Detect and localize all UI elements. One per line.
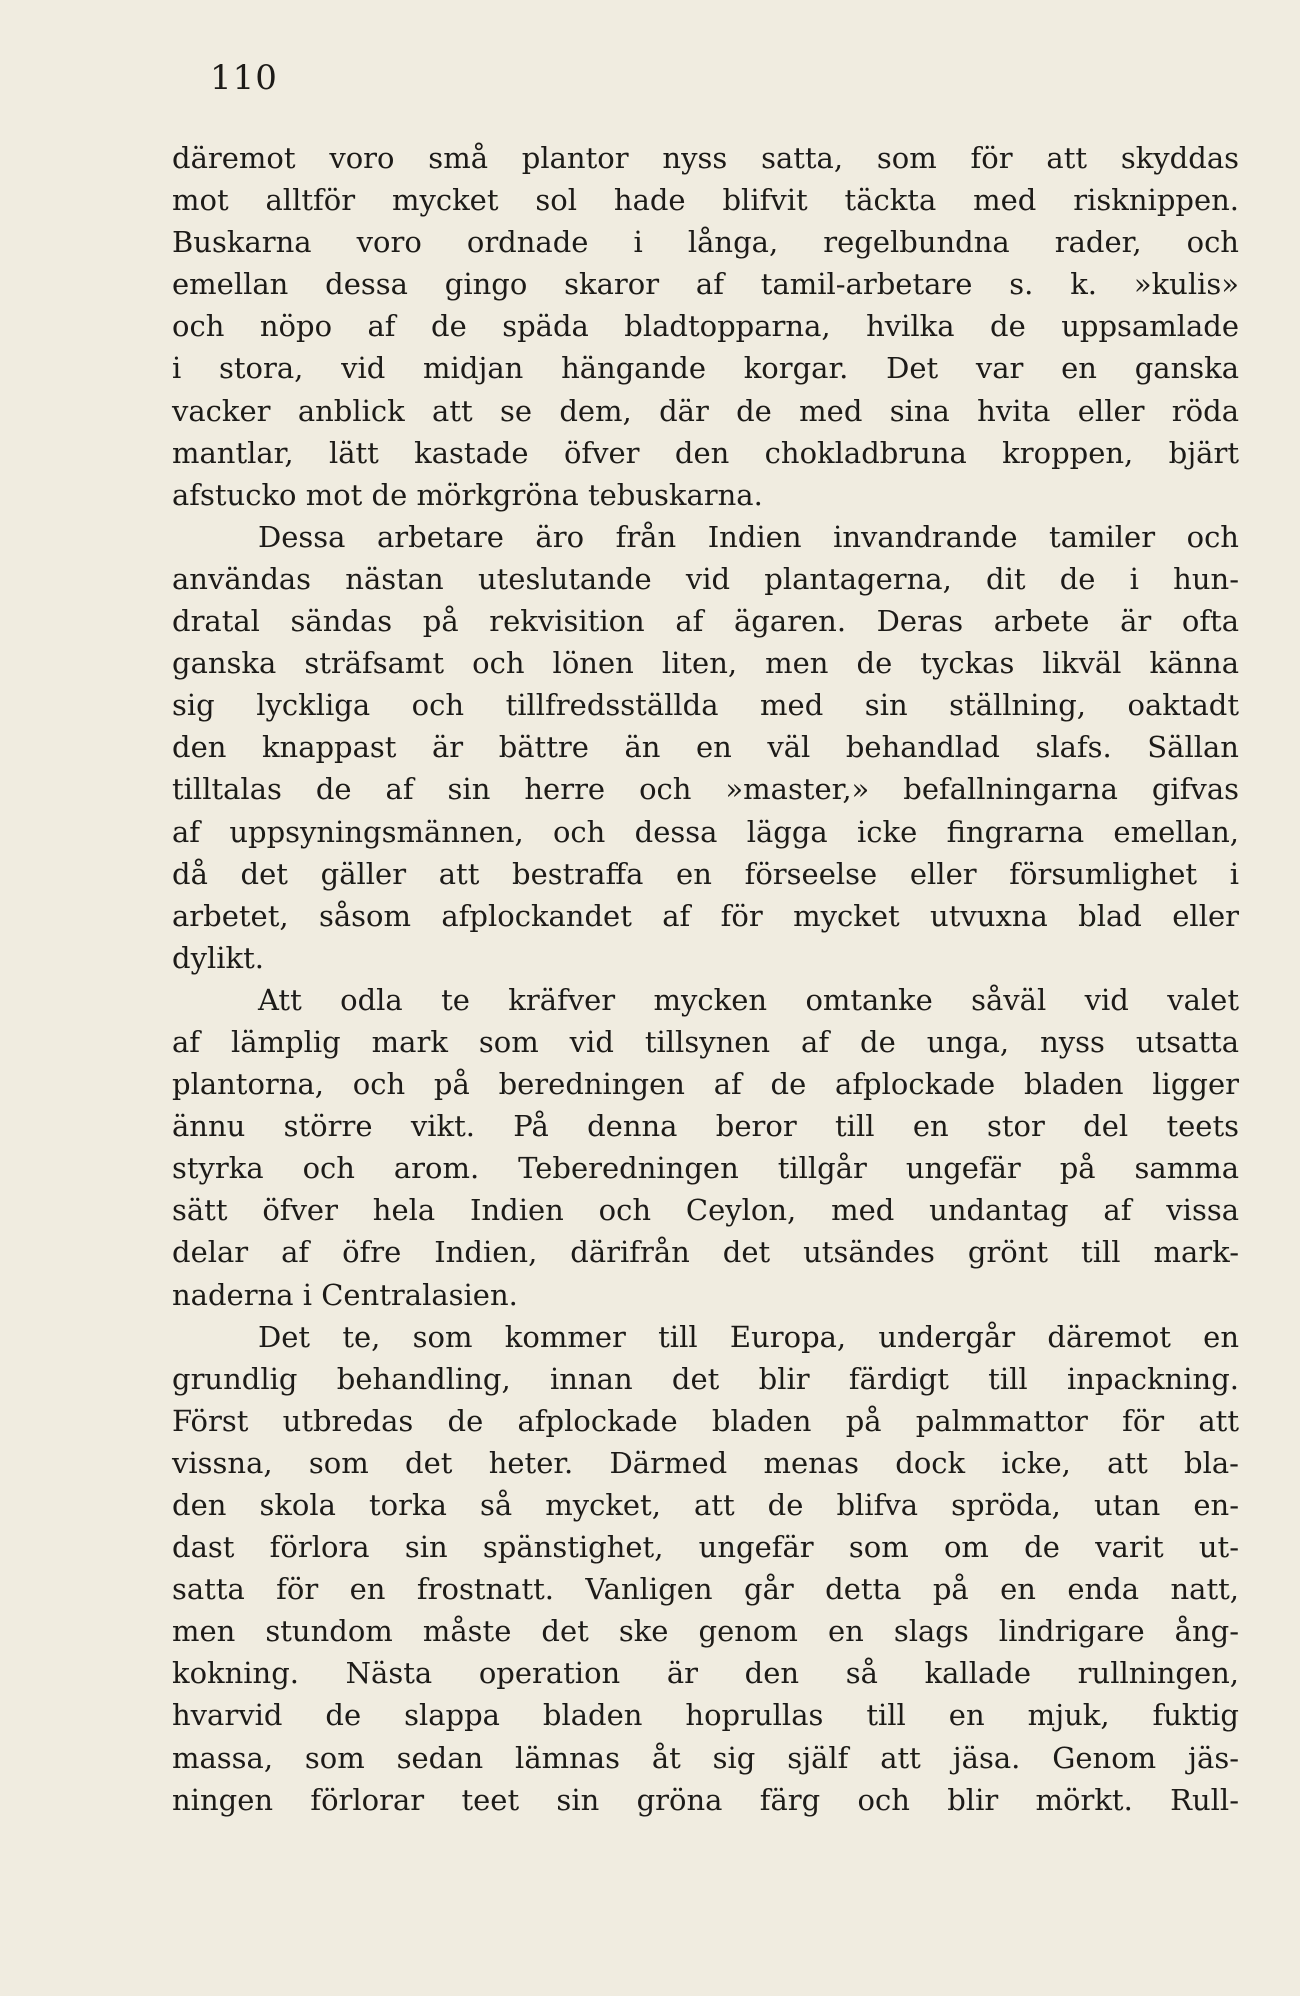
text-line: dratal sändas på rekvisition af ägaren. Deras arbete är ofta <box>172 604 1239 639</box>
text-line: Buskarna voro ordnade i långa, regelbundna rader, och <box>172 225 1239 260</box>
text-line: mantlar, lätt kastade öfver den chokladbruna kroppen, bjärt <box>172 435 1239 470</box>
text-line: satta för en frostnatt. Vanligen går detta på en enda natt, <box>172 1572 1239 1607</box>
text-line: emellan dessa gingo skaror af tamil-arbetare s. k. »kulis» <box>172 267 1239 302</box>
text-line: då det gäller att bestraffa en förseelse eller försumlighet i <box>172 856 1239 891</box>
text-line: och nöpo af de späda bladtopparna, hvilka de uppsamlade <box>172 309 1239 344</box>
paragraph-2 <box>172 516 1239 979</box>
text-line: ännu större vikt. På denna beror till en stor del teets <box>172 1109 1239 1144</box>
text-line: sig lyckliga och tillfredsställda med sin ställning, oaktadt <box>172 688 1239 723</box>
text-line: af lämplig mark som vid tillsynen af de unga, nyss utsatta <box>172 1024 1239 1059</box>
text-line: dast förlora sin spänstighet, ungefär som om de varit ut- <box>172 1530 1239 1565</box>
text-line: ganska sträfsamt och lönen liten, men de tyckas likväl känna <box>172 646 1239 681</box>
text-line: däremot voro små plantor nyss satta, som för att skyddas <box>172 141 1239 175</box>
text-line: mot alltför mycket sol hade blifvit täckta med risknippen. <box>172 183 1239 218</box>
text-line: Först utbredas de afplockade bladen på palmmattor för att <box>172 1403 1239 1438</box>
text-line: hvarvid de slappa bladen hoprullas till en mjuk, fuktig <box>172 1698 1239 1733</box>
body-text <box>172 137 1239 1821</box>
text-line: plantorna, och på beredningen af de afplockade bladen ligger <box>172 1067 1239 1102</box>
text-line: Dessa arbetare äro från Indien invandrande tamiler och <box>258 519 1239 554</box>
text-line: tilltalas de af sin herre och »master,» befallningarna gifvas <box>172 772 1239 807</box>
text-line: användas nästan uteslutande vid plantagerna, dit de i hun- <box>172 561 1239 596</box>
text-line: vacker anblick att se dem, där de med sina hvita eller röda <box>172 393 1239 428</box>
text-line: den knappast är bättre än en väl behandlad slafs. Sällan <box>172 730 1239 765</box>
text-line: naderna i Centralasien. <box>172 1277 518 1312</box>
text-line: grundlig behandling, innan det blir färdigt till inpackning. <box>172 1361 1239 1396</box>
text-line: arbetet, såsom afplockandet af för mycket utvuxna blad eller <box>172 898 1239 933</box>
text-line: kokning. Nästa operation är den så kallade rullningen, <box>172 1656 1239 1691</box>
text-line: den skola torka så mycket, att de blifva spröda, utan en- <box>172 1488 1239 1522</box>
text-line: afstucko mot de mörkgröna tebuskarna. <box>172 477 763 512</box>
text-line: men stundom måste det ske genom en slags lindrigare ång- <box>172 1614 1239 1649</box>
paragraph-3 <box>172 979 1239 1316</box>
text-line: dylikt. <box>172 940 264 975</box>
text-line: af uppsyningsmännen, och dessa lägga icke fingrarna emellan, <box>172 814 1239 849</box>
page-number: 110 <box>210 58 278 98</box>
text-line: Att odla te kräfver mycken omtanke såväl vid valet <box>258 982 1239 1017</box>
text-line: i stora, vid midjan hängande korgar. Det var en ganska <box>172 351 1239 386</box>
paragraph-4 <box>172 1316 1239 1821</box>
text-line: Det te, som kommer till Europa, undergår däremot en <box>258 1319 1239 1354</box>
text-line: delar af öfre Indien, därifrån det utsändes grönt till mark- <box>172 1235 1239 1270</box>
text-line: ningen förlorar teet sin gröna färg och blir mörkt. Rull- <box>172 1782 1239 1817</box>
text-line: styrka och arom. Teberedningen tillgår ungefär på samma <box>172 1151 1239 1186</box>
paragraph-1 <box>172 137 1239 516</box>
text-line: sätt öfver hela Indien och Ceylon, med undantag af vissa <box>172 1193 1239 1228</box>
text-line: vissna, som det heter. Därmed menas dock icke, att bla- <box>172 1445 1239 1480</box>
text-line: massa, som sedan lämnas åt sig själf att jäsa. Genom jäs- <box>172 1740 1239 1775</box>
